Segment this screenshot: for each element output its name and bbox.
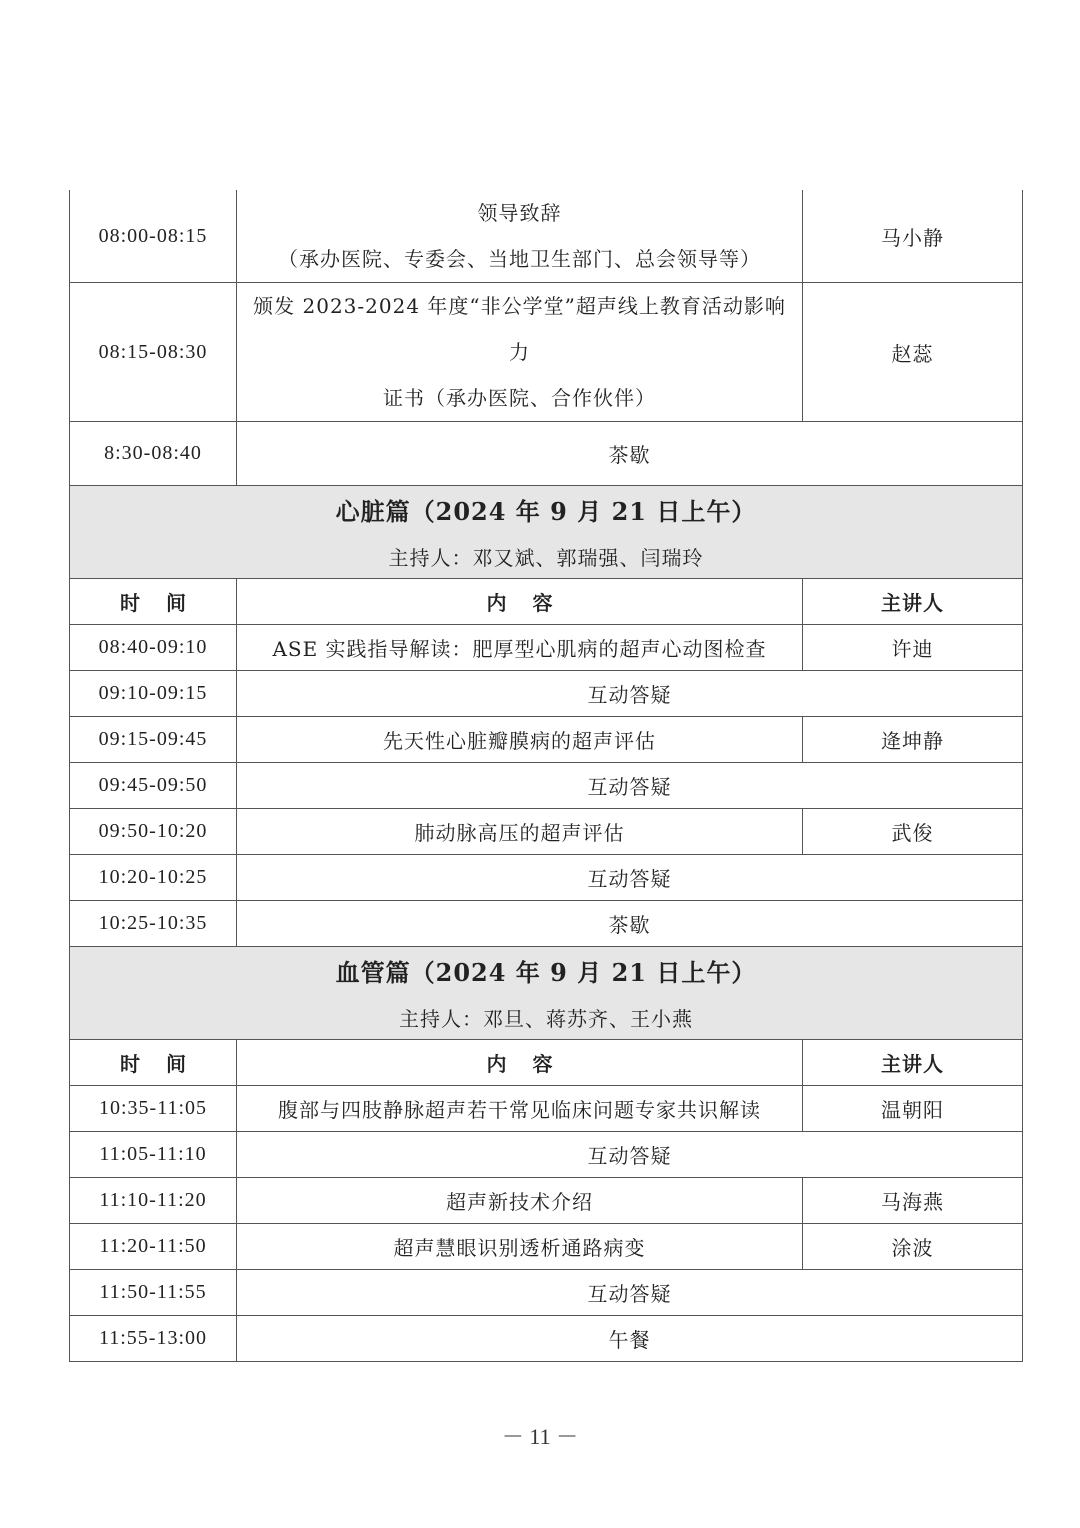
content-cell: 互动答疑 — [237, 671, 1023, 717]
content-line: 颁发 2023-2024 年度“非公学堂”超声线上教育活动影响力 — [253, 294, 786, 364]
time-cell: 8:30-08:40 — [70, 422, 237, 486]
time-cell: 09:10-09:15 — [70, 671, 237, 717]
section-header-row — [70, 486, 1023, 579]
section-header — [70, 486, 1023, 579]
table-row — [70, 1132, 1023, 1178]
header-content: 内容 — [237, 1040, 803, 1086]
content-line: 领导致辞 — [477, 201, 562, 225]
time-cell: 11:55-13:00 — [70, 1316, 237, 1362]
time-cell: 08:15-08:30 — [70, 283, 237, 422]
table-row — [70, 1270, 1023, 1316]
section-host: 主持人：邓旦、蒋苏齐、王小燕 — [399, 1007, 693, 1031]
page-number: － 11 － — [501, 1424, 579, 1449]
time-cell: 11:10-11:20 — [70, 1178, 237, 1224]
content-cell: 午餐 — [237, 1316, 1023, 1362]
content-cell: 超声新技术介绍 — [237, 1178, 803, 1224]
schedule-table — [69, 190, 1023, 1362]
content-cell: ASE 实践指导解读：肥厚型心肌病的超声心动图检查 — [237, 625, 803, 671]
content-cell: 茶歇 — [237, 422, 1023, 486]
table-row — [70, 625, 1023, 671]
content-cell — [237, 283, 803, 422]
speaker-cell: 马海燕 — [803, 1178, 1023, 1224]
header-speaker: 主讲人 — [803, 1040, 1023, 1086]
header-content: 内容 — [237, 579, 803, 625]
content-cell: 互动答疑 — [237, 1132, 1023, 1178]
table-row — [70, 855, 1023, 901]
header-time: 时间 — [70, 579, 237, 625]
content-cell — [237, 190, 803, 283]
time-cell: 09:50-10:20 — [70, 809, 237, 855]
table-row — [70, 1178, 1023, 1224]
section-title: 血管篇（2024 年 9 月 21 日上午） — [335, 958, 757, 987]
content-cell: 茶歇 — [237, 901, 1023, 947]
speaker-cell: 武俊 — [803, 809, 1023, 855]
time-cell: 08:00-08:15 — [70, 190, 237, 283]
section-host: 主持人：邓又斌、郭瑞强、闫瑞玲 — [388, 546, 704, 570]
time-cell: 11:50-11:55 — [70, 1270, 237, 1316]
time-cell: 09:45-09:50 — [70, 763, 237, 809]
time-cell: 11:05-11:10 — [70, 1132, 237, 1178]
table-row — [70, 901, 1023, 947]
time-cell: 08:40-09:10 — [70, 625, 237, 671]
speaker-cell: 涂波 — [803, 1224, 1023, 1270]
time-cell: 10:20-10:25 — [70, 855, 237, 901]
content-cell: 先天性心脏瓣膜病的超声评估 — [237, 717, 803, 763]
table-row — [70, 283, 1023, 422]
speaker-cell: 许迪 — [803, 625, 1023, 671]
content-line: 证书（承办医院、合作伙伴） — [383, 386, 656, 410]
header-time: 时间 — [70, 1040, 237, 1086]
time-cell: 11:20-11:50 — [70, 1224, 237, 1270]
section-title: 心脏篇（2024 年 9 月 21 日上午） — [335, 497, 757, 526]
table-row — [70, 671, 1023, 717]
table-row — [70, 717, 1023, 763]
table-row — [70, 763, 1023, 809]
speaker-cell: 逄坤静 — [803, 717, 1023, 763]
header-speaker: 主讲人 — [803, 579, 1023, 625]
table-row — [70, 1316, 1023, 1362]
content-cell: 互动答疑 — [237, 1270, 1023, 1316]
content-line: （承办医院、专委会、当地卫生部门、总会领导等） — [278, 247, 761, 271]
content-cell: 超声慧眼识别透析通路病变 — [237, 1224, 803, 1270]
content-cell: 腹部与四肢静脉超声若干常见临床问题专家共识解读 — [237, 1086, 803, 1132]
time-cell: 10:35-11:05 — [70, 1086, 237, 1132]
table-row — [70, 1086, 1023, 1132]
table-row — [70, 190, 1023, 283]
column-header-row — [70, 579, 1023, 625]
table-row — [70, 422, 1023, 486]
content-cell: 互动答疑 — [237, 855, 1023, 901]
speaker-cell: 赵蕊 — [803, 283, 1023, 422]
table-row — [70, 1224, 1023, 1270]
time-cell: 10:25-10:35 — [70, 901, 237, 947]
column-header-row — [70, 1040, 1023, 1086]
content-cell: 互动答疑 — [237, 763, 1023, 809]
time-cell: 09:15-09:45 — [70, 717, 237, 763]
speaker-cell: 温朝阳 — [803, 1086, 1023, 1132]
section-header — [70, 947, 1023, 1040]
content-cell: 肺动脉高压的超声评估 — [237, 809, 803, 855]
section-header-row — [70, 947, 1023, 1040]
speaker-cell: 马小静 — [803, 190, 1023, 283]
table-row — [70, 809, 1023, 855]
